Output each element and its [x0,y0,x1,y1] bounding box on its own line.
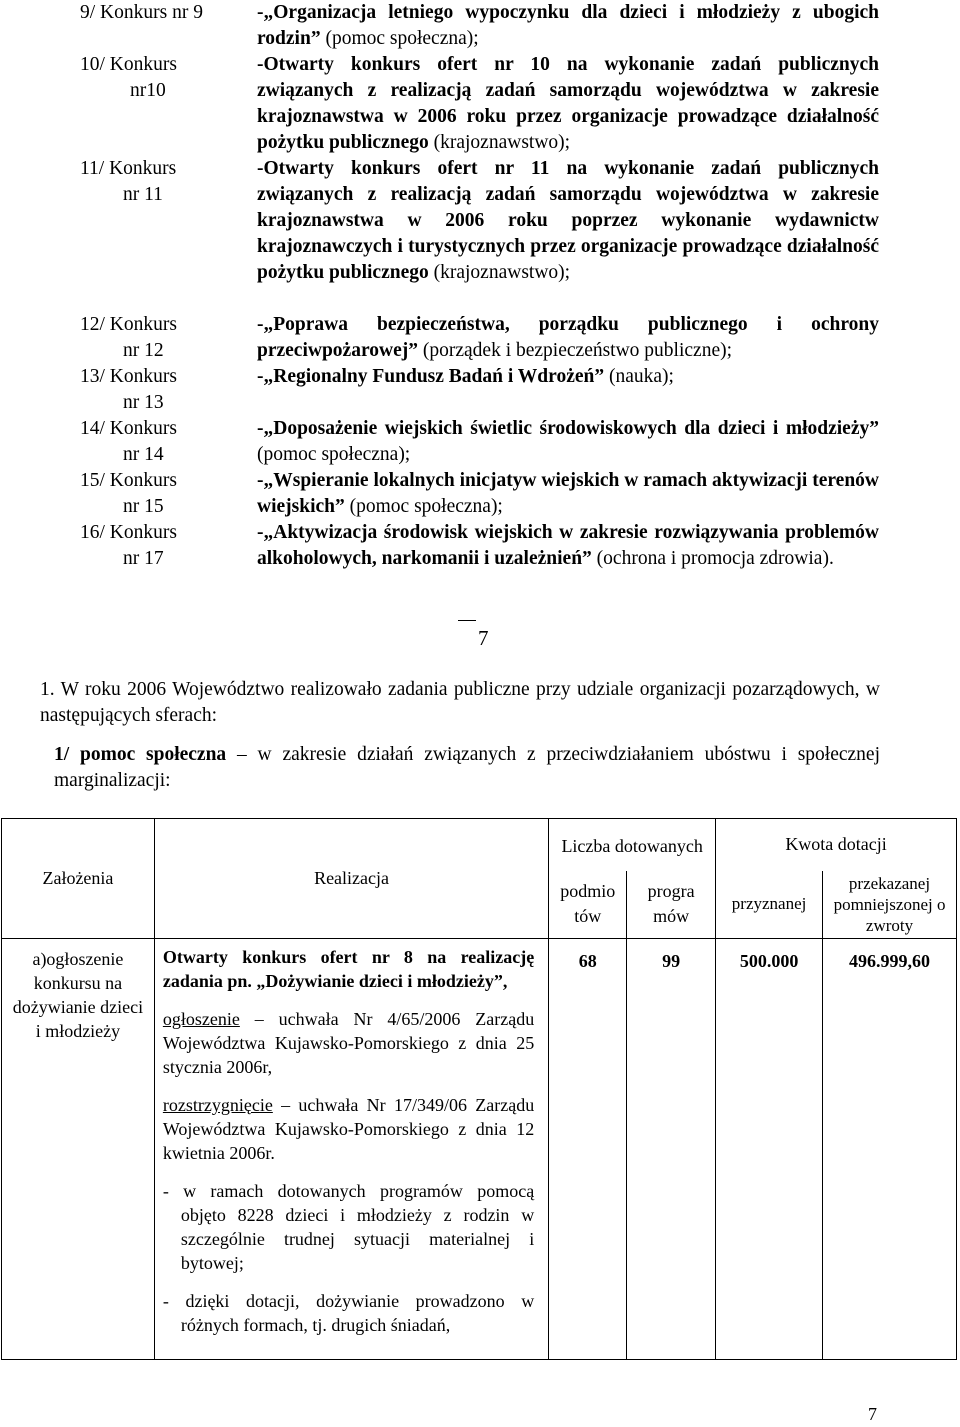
rozstrzygniecie-text: – uchwała Nr 17/349/06 Zarządu Województwa Kujawsko-Pomorskiego z dnia 12 kwietnia 2006r. [162,1095,535,1163]
intro-text: 1. W roku 2006 Województwo realizowało zadania publiczne przy udziale organizacji pozarządowych, w następujących sferach: [40,679,880,726]
list-number-line: 10/ Konkurs [80,54,177,75]
cell-przekazanej: 496.999,60 [823,939,957,1360]
list-number-line: 14/ Konkurs [80,418,177,439]
cell-zalozenie: a)ogłoszenie konkursu na dożywianie dzieci i młodzieży [2,939,155,1360]
list-number [80,520,230,572]
header-podmiotow: podmio tów [549,871,627,939]
list-title: -„Poprawa bezpieczeństwa, porządku publicznego i ochrony przeciwpożarowej” [257,314,879,361]
list-description [257,52,879,156]
list-number-line: 16/ Konkurs [80,522,177,543]
list-number [80,364,230,416]
sphere-title: 1/ pomoc społeczna [54,744,227,765]
list-number-sub: nr 13 [123,392,164,413]
realizacja-rozstrzygniecie [163,1093,534,1165]
list-number-sub: nr 17 [123,548,164,569]
competition-title: Otwarty konkurs ofert nr 8 na realizację zadania pn. „Dożywianie dzieci i młodzieży”, [162,947,535,991]
grants-table [1,818,957,1360]
list-description [257,468,879,520]
list-title: -„Organizacja letniego wypoczynku dla dzieci i młodzieży z ubogich rodzin” [257,2,879,49]
section-mark: 7 [478,626,489,650]
list-title: -„Regionalny Fundusz Badań i Wdrożeń” [257,366,605,387]
sphere-heading [54,742,880,794]
rozstrzygniecie-label: rozstrzygnięcie [162,1095,273,1115]
header-programow: progra mów [627,871,716,939]
list-title: -Otwarty konkurs ofert nr 11 na wykonanie zadań publicznych związanych z realizacją zadań samorządu województwa w zakresie krajoznawstwa w 2006 roku poprzez wykonanie wydawnictw krajoznawczych i turystycznych przez organizacje prowadzące działalność pożytku publicznego [257,158,879,283]
list-number-sub: nr 11 [123,184,163,205]
list-title: -Otwarty konkurs ofert nr 10 na wykonanie zadań publicznych związanych z realizacją zadań samorządu województwa w zakresie krajoznawstwa w 2006 roku przez organizacje prowadzące działalność pożytku publicznego [257,54,879,153]
header-zalozenia: Założenia [2,819,155,939]
list-description [257,312,879,364]
list-category: (ochrona i promocja zdrowia). [591,548,834,569]
header-przekazanej: przekazanej pomniejszonej o zwroty [823,871,957,939]
list-number [80,312,230,364]
header-kwota-dotacji: Kwota dotacji [716,819,957,871]
cell-podmiotow: 68 [549,939,627,1360]
header-przyznanej: przyznanej [716,871,823,939]
list-number [80,468,230,520]
ogloszenie-label: ogłoszenie [162,1009,240,1029]
list-number-line: 11/ Konkurs [80,158,177,179]
header-liczba-dotowanych: Liczba dotowanych [549,819,716,871]
list-number-line: 13/ Konkurs [80,366,177,387]
list-category: (krajoznawstwo); [428,262,571,283]
list-title: -„Aktywizacja środowisk wiejskich w zakresie rozwiązywania problemów alkoholowych, narkomanii i uzależnień” [257,522,879,569]
list-category: (nauka); [604,366,674,387]
list-description [257,416,879,468]
cell-programow: 99 [627,939,716,1360]
cell-realizacja [154,939,548,1360]
list-category: (pomoc społeczna); [320,28,479,49]
realizacja-title [163,945,534,993]
list-number-line: 9/ Konkurs nr 9 [80,2,203,23]
list-description [257,0,879,52]
list-number [80,156,230,208]
list-category: (pomoc społeczna); [257,444,411,465]
list-title: -„Doposażenie wiejskich świetlic środowiskowych dla dzieci i młodzieży” [257,418,879,439]
list-number-line: 15/ Konkurs [80,470,177,491]
sphere-description: – w zakresie działań związanych z przeciwdziałaniem ubóstwu i społecznej marginalizacji: [54,744,880,791]
list-number-sub: nr 15 [123,496,164,517]
realizacja-bullet: - w ramach dotowanych programów pomocą objęto 8228 dzieci i młodzieży z rodzin w szczególnie trudnej sytuacji materialnej i bytowej; [162,1181,535,1273]
list-title: -„Wspieranie lokalnych inicjatyw wiejskich w ramach aktywizacji terenów wiejskich” [257,470,879,517]
header-realizacja: Realizacja [154,819,548,939]
list-number [80,52,230,104]
list-category: (pomoc społeczna); [344,496,503,517]
list-description [257,156,879,286]
list-category: (krajoznawstwo); [428,132,571,153]
page-number: 7 [868,1404,877,1424]
list-number [80,416,230,468]
cell-przyznanej: 500.000 [716,939,823,1360]
list-number [80,0,230,26]
list-description [257,520,879,572]
list-description [257,364,879,390]
realizacja-ogloszenie [163,1007,534,1079]
list-number-sub: nr 14 [123,444,164,465]
list-number-sub: nr 12 [123,340,164,361]
list-number-line: 12/ Konkurs [80,314,177,335]
section-divider [458,620,476,621]
intro-paragraph [40,677,880,729]
ogloszenie-text: – uchwała Nr 4/65/2006 Zarządu Województwa Kujawsko-Pomorskiego z dnia 25 stycznia 2006r, [162,1009,535,1077]
list-category: (porządek i bezpieczeństwo publiczne); [418,340,733,361]
list-number-sub: nr10 [130,80,166,101]
realizacja-bullet: - dzięki dotacji, dożywianie prowadzono w różnych formach, tj. drugich śniadań, [162,1291,535,1335]
